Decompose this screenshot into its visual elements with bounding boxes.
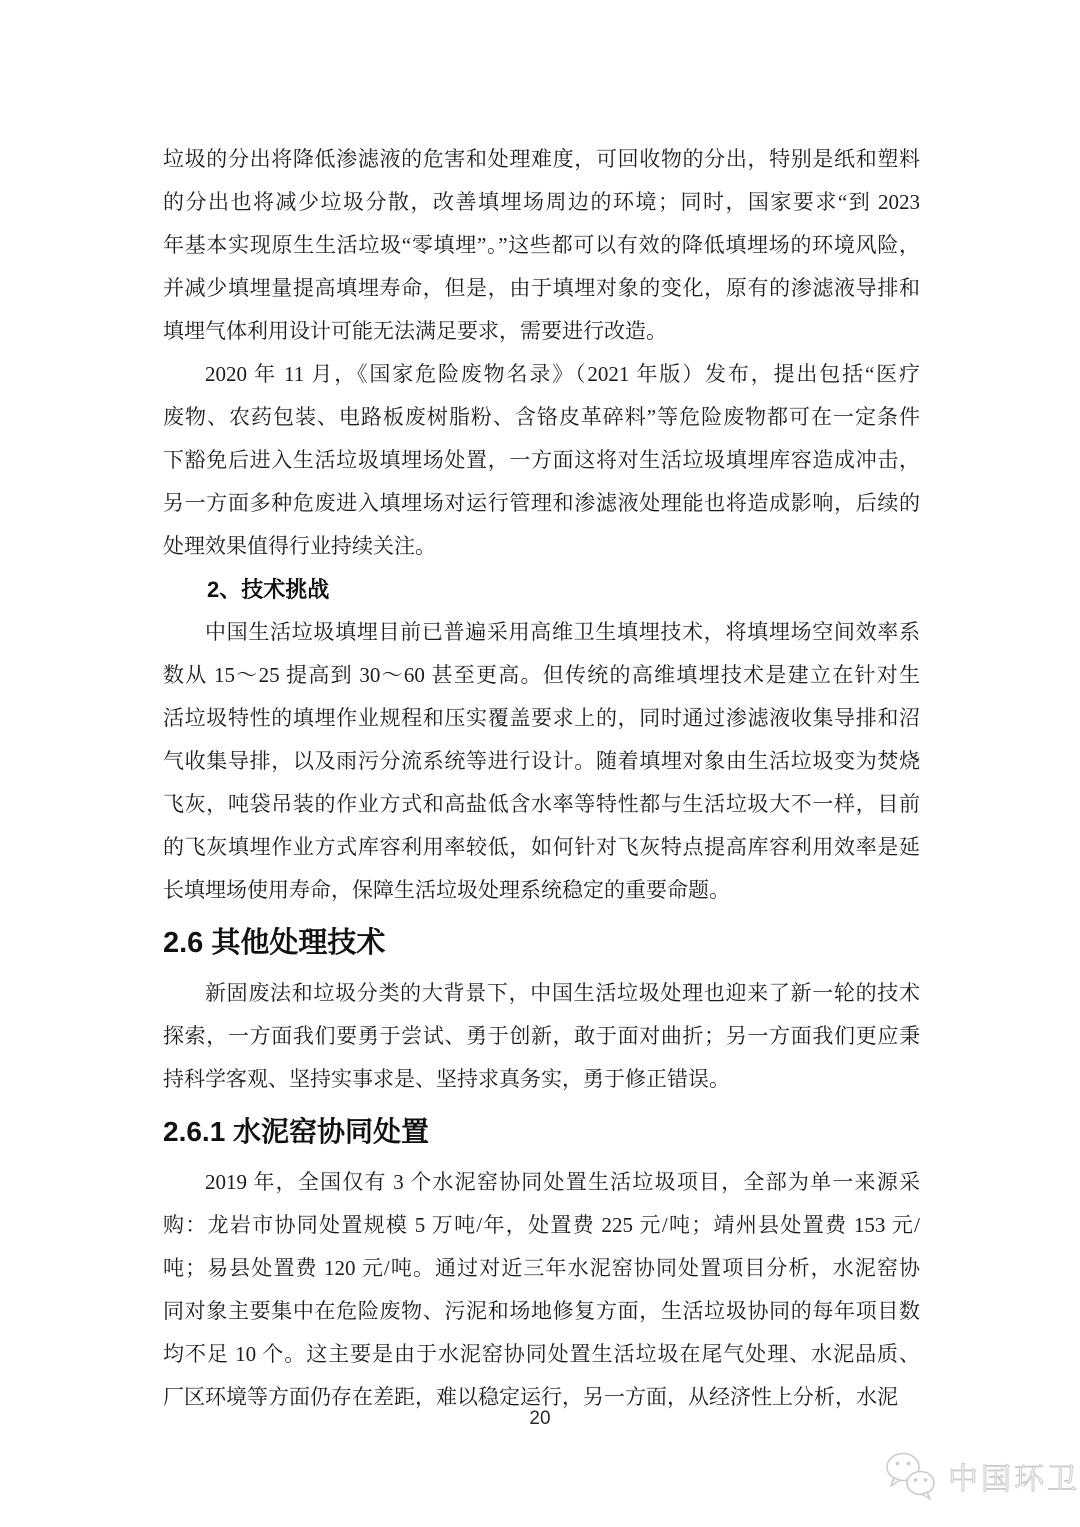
text-line: 气收集导排，以及雨污分流系统等进行设计。随着填埋对象由生活垃圾变为焚烧 (163, 749, 920, 773)
heading-section-2-6-1: 2.6.1 水泥窑协同处置 (163, 1116, 430, 1147)
text-line: 活垃圾特性的填埋作业规程和压实覆盖要求上的，同时通过渗滤液收集导排和沼 (163, 706, 920, 730)
text-line: 的飞灰填埋作业方式库容利用率较低，如何针对飞灰特点提高库容利用效率是延 (163, 835, 920, 859)
text-line: 长填埋场使用寿命，保障生活垃圾处理系统稳定的重要命题。 (163, 878, 730, 902)
text-line: 持科学客观、坚持实事求是、坚持求真务实，勇于修正错误。 (163, 1067, 730, 1091)
text-line: 新固废法和垃圾分类的大背景下，中国生活垃圾处理也迎来了新一轮的技术 (205, 981, 920, 1005)
text-line: 另一方面多种危废进入填埋场对运行管理和渗滤液处理能也将造成影响，后续的 (163, 491, 920, 515)
page-number: 20 (529, 1408, 551, 1429)
text-line: 吨；易县处置费 120 元/吨。通过对近三年水泥窑协同处置项目分析，水泥窑协 (163, 1256, 920, 1280)
page-content (163, 138, 920, 1419)
text-line: 垃圾的分出将降低渗滤液的危害和处理难度，可回收物的分出，特别是纸和塑料 (163, 147, 920, 171)
text-line: 探索，一方面我们要勇于尝试、勇于创新，敢于面对曲折；另一方面我们更应秉 (163, 1024, 920, 1048)
paragraph-new-technology-exploration (163, 972, 920, 1101)
text-line: 处理效果值得行业持续关注。 (163, 534, 436, 558)
text-line: 购：龙岩市协同处置规模 5 万吨/年，处置费 225 元/吨；靖州县处置费 153 元/ (163, 1213, 920, 1237)
heading-technical-challenges: 2、技术挑战 (207, 577, 330, 602)
paragraph-cement-kiln-codisposal (163, 1161, 920, 1419)
text-line: 年基本实现原生生活垃圾“零填埋”。”这些都可以有效的降低填埋场的环境风险， (163, 233, 920, 257)
text-line: 中国生活垃圾填埋目前已普遍采用高维卫生填埋技术，将填埋场空间效率系 (205, 620, 920, 644)
watermark-label: 中国环卫 (948, 1463, 1080, 1496)
paragraph-landfill-technology (163, 611, 920, 912)
text-line: 并减少填埋量提高填埋寿命，但是，由于填埋对象的变化，原有的渗滤液导排和 (163, 276, 920, 300)
text-line: 2020 年 11 月，《国家危险废物名录》（2021 年版）发布，提出包括“医疗 (205, 362, 920, 386)
paragraph-hazardous-waste-list (163, 353, 920, 568)
heading-section-2-6: 2.6 其他处理技术 (163, 927, 386, 959)
wechat-icon (884, 1450, 938, 1502)
text-line: 均不足 10 个。这主要是由于水泥窑协同处置生活垃圾在尾气处理、水泥品质、 (163, 1342, 920, 1366)
watermark (884, 1450, 1080, 1502)
text-line: 厂区环境等方面仍存在差距，难以稳定运行，另一方面，从经济性上分析，水泥 (163, 1385, 898, 1409)
text-line: 2019 年，全国仅有 3 个水泥窑协同处置生活垃圾项目，全部为单一来源采 (205, 1170, 920, 1194)
text-line: 下豁免后进入生活垃圾填埋场处置，一方面这将对生活垃圾填埋库容造成冲击， (163, 448, 920, 472)
text-line: 填埋气体利用设计可能无法满足要求，需要进行改造。 (163, 319, 667, 343)
paragraph-landfill-continuation (163, 138, 920, 353)
text-line: 飞灰，吨袋吊装的作业方式和高盐低含水率等特性都与生活垃圾大不一样，目前 (163, 792, 920, 816)
text-line: 数从 15～25 提高到 30～60 甚至更高。但传统的高维填埋技术是建立在针对生 (163, 663, 920, 687)
text-line: 同对象主要集中在危险废物、污泥和场地修复方面，生活垃圾协同的每年项目数 (163, 1299, 920, 1323)
text-line: 废物、农药包装、电路板废树脂粉、含铬皮革碎料”等危险废物都可在一定条件 (163, 405, 920, 429)
text-line: 的分出也将减少垃圾分散，改善填埋场周边的环境；同时，国家要求“到 2023 (163, 190, 920, 214)
